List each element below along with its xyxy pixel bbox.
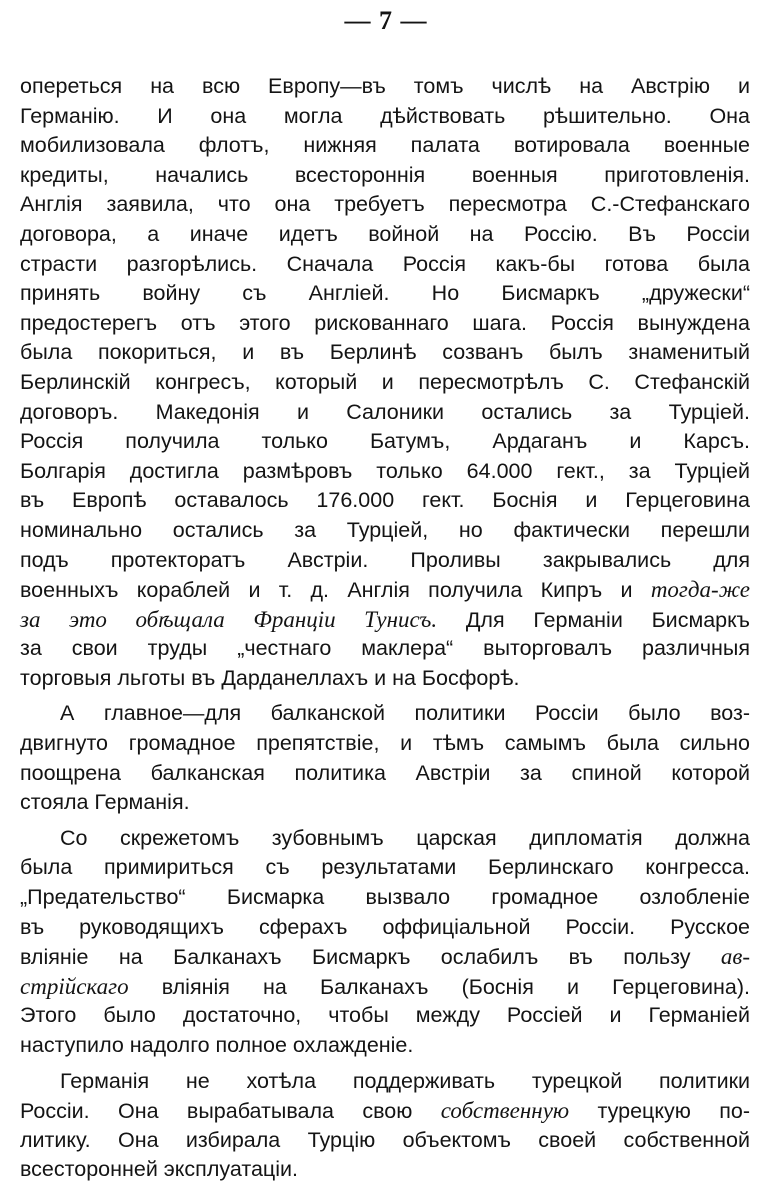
italic-text: стрійскаго xyxy=(20,973,129,999)
italic-text: тогда-же xyxy=(650,577,750,603)
text-segment: Со скрежетомъ зубовнымъ царская дипломатія должна xyxy=(60,825,750,850)
text-line xyxy=(20,1126,750,1156)
text-line xyxy=(20,427,750,457)
paragraph xyxy=(20,824,750,1061)
text-segment: Германію. И она могла дѣйствовать рѣшительно. Она xyxy=(20,103,750,128)
text-segment: Англія заявила, что она требуетъ пересмотра С.-Стефанскаго xyxy=(20,192,750,217)
text-line xyxy=(20,1001,750,1031)
text-line xyxy=(20,220,750,250)
paragraph xyxy=(20,1067,750,1185)
text-segment: наступило надолго полное охлажденіе. xyxy=(20,1033,414,1057)
text-line xyxy=(20,605,750,635)
text-line xyxy=(20,190,750,220)
text-segment: Берлинскій конгресъ, который и пересмотрѣлъ С. Стефанскій xyxy=(20,369,750,394)
text-line xyxy=(20,161,750,191)
text-line xyxy=(20,634,750,664)
text-segment: вліянія на Балканахъ (Боснія и Герцеговина). xyxy=(128,974,750,999)
text-line xyxy=(20,1031,750,1061)
text-segment: Россіи. Она вырабатывала свою xyxy=(20,1099,441,1124)
text-segment: номинально остались за Турціей, но фактически перешли xyxy=(20,517,750,542)
text-segment: предостерегъ отъ этого рискованнаго шага. Россія вынуждена xyxy=(20,310,750,335)
text-line xyxy=(20,664,750,694)
text-segment: страсти разгорѣлись. Сначала Россія какъ-бы готова была xyxy=(20,251,750,276)
paragraph xyxy=(20,699,750,817)
page-number: — 7 — xyxy=(344,6,428,35)
text-segment: двигнуто громадное препятствіе, и тѣмъ самымъ была сильно xyxy=(20,731,750,756)
text-segment: вліяніе на Балканахъ Бисмаркъ ослабилъ въ пользу xyxy=(20,945,721,970)
text-line xyxy=(20,72,750,102)
text-line xyxy=(20,883,750,913)
text-segment: подъ протекторатъ Австріи. Проливы закрывались для xyxy=(20,547,750,572)
text-segment: за свои труды „честнаго маклера“ выторговалъ различныя xyxy=(20,636,750,661)
text-line xyxy=(20,759,750,789)
text-line xyxy=(20,368,750,398)
text-segment: „Предательство“ Бисмарка вызвало громадное озлобленіе xyxy=(20,885,750,910)
text-line xyxy=(20,516,750,546)
text-line xyxy=(20,546,750,576)
text-line xyxy=(20,131,750,161)
text-segment: опереться на всю Европу—въ томъ числѣ на Австрію и xyxy=(20,74,750,98)
text-line xyxy=(20,699,750,729)
text-line xyxy=(20,457,750,487)
text-segment: мобилизовала флотъ, нижняя палата вотировала военные xyxy=(20,133,750,158)
text-segment: была покориться, и въ Берлинѣ созванъ былъ знаменитый xyxy=(20,340,750,365)
text-line xyxy=(20,1067,750,1097)
text-segment: кредиты, начались всестороннія военныя приготовленія. xyxy=(20,162,750,187)
text-segment: была примириться съ результатами Берлинскаго конгресса. xyxy=(20,855,750,880)
text-segment: договора, а иначе идетъ войной на Россію. Въ Россіи xyxy=(20,221,750,246)
text-body xyxy=(20,72,750,1185)
text-segment: Для Германіи Бисмаркъ xyxy=(437,607,750,632)
text-segment: военныхъ кораблей и т. д. Англія получила Кипръ и xyxy=(20,578,651,603)
text-segment: Этого было достаточно, чтобы между Россіей и Германіей xyxy=(20,1003,750,1028)
text-segment: Германія не хотѣла поддерживать турецкой политики xyxy=(60,1068,750,1093)
text-segment: договоръ. Македонія и Салоники остались за Турціей. xyxy=(20,399,750,424)
text-line xyxy=(20,309,750,339)
text-segment: литику. Она избирала Турцію объектомъ своей собственной xyxy=(20,1127,750,1152)
text-line xyxy=(20,486,750,516)
italic-text: за это обѣщала Франціи Тунисъ. xyxy=(20,606,438,632)
italic-text: ав- xyxy=(720,944,750,970)
text-line xyxy=(20,575,750,605)
text-segment: въ руководящихъ сферахъ оффиціальной Россіи. Русское xyxy=(20,914,750,939)
text-line xyxy=(20,398,750,428)
text-segment: принять войну съ Англіей. Но Бисмаркъ „дружески“ xyxy=(20,281,750,306)
text-line xyxy=(20,338,750,368)
text-line xyxy=(20,1155,750,1185)
text-line xyxy=(20,942,750,972)
text-line xyxy=(20,729,750,759)
text-segment: Россія получила только Батумъ, Ардаганъ и Карсъ. xyxy=(20,429,750,454)
text-segment: Болгарія достигла размѣровъ только 64.000 гект., за Турціей xyxy=(20,458,750,483)
text-segment: поощрена балканская политика Австріи за спиной которой xyxy=(20,760,750,785)
text-line xyxy=(20,853,750,883)
text-line xyxy=(20,824,750,854)
text-line xyxy=(20,788,750,818)
text-line xyxy=(20,1096,750,1126)
text-segment: турецкую по- xyxy=(569,1099,751,1124)
text-line xyxy=(20,913,750,943)
text-segment: торговыя льготы въ Дарданеллахъ и на Босфорѣ. xyxy=(20,665,520,690)
text-segment: А главное—для балканской политики Россіи было воз- xyxy=(60,701,750,726)
paragraph xyxy=(20,72,750,693)
text-line xyxy=(20,250,750,280)
text-segment: въ Европѣ оставалось 176.000 гект. Боснія и Герцеговина xyxy=(20,488,750,513)
italic-text: собственную xyxy=(440,1098,570,1124)
text-line xyxy=(20,279,750,309)
text-segment: стояла Германія. xyxy=(20,790,190,815)
text-line xyxy=(20,972,750,1002)
text-line xyxy=(20,102,750,132)
text-segment: всесторонней эксплуатаціи. xyxy=(20,1157,298,1182)
